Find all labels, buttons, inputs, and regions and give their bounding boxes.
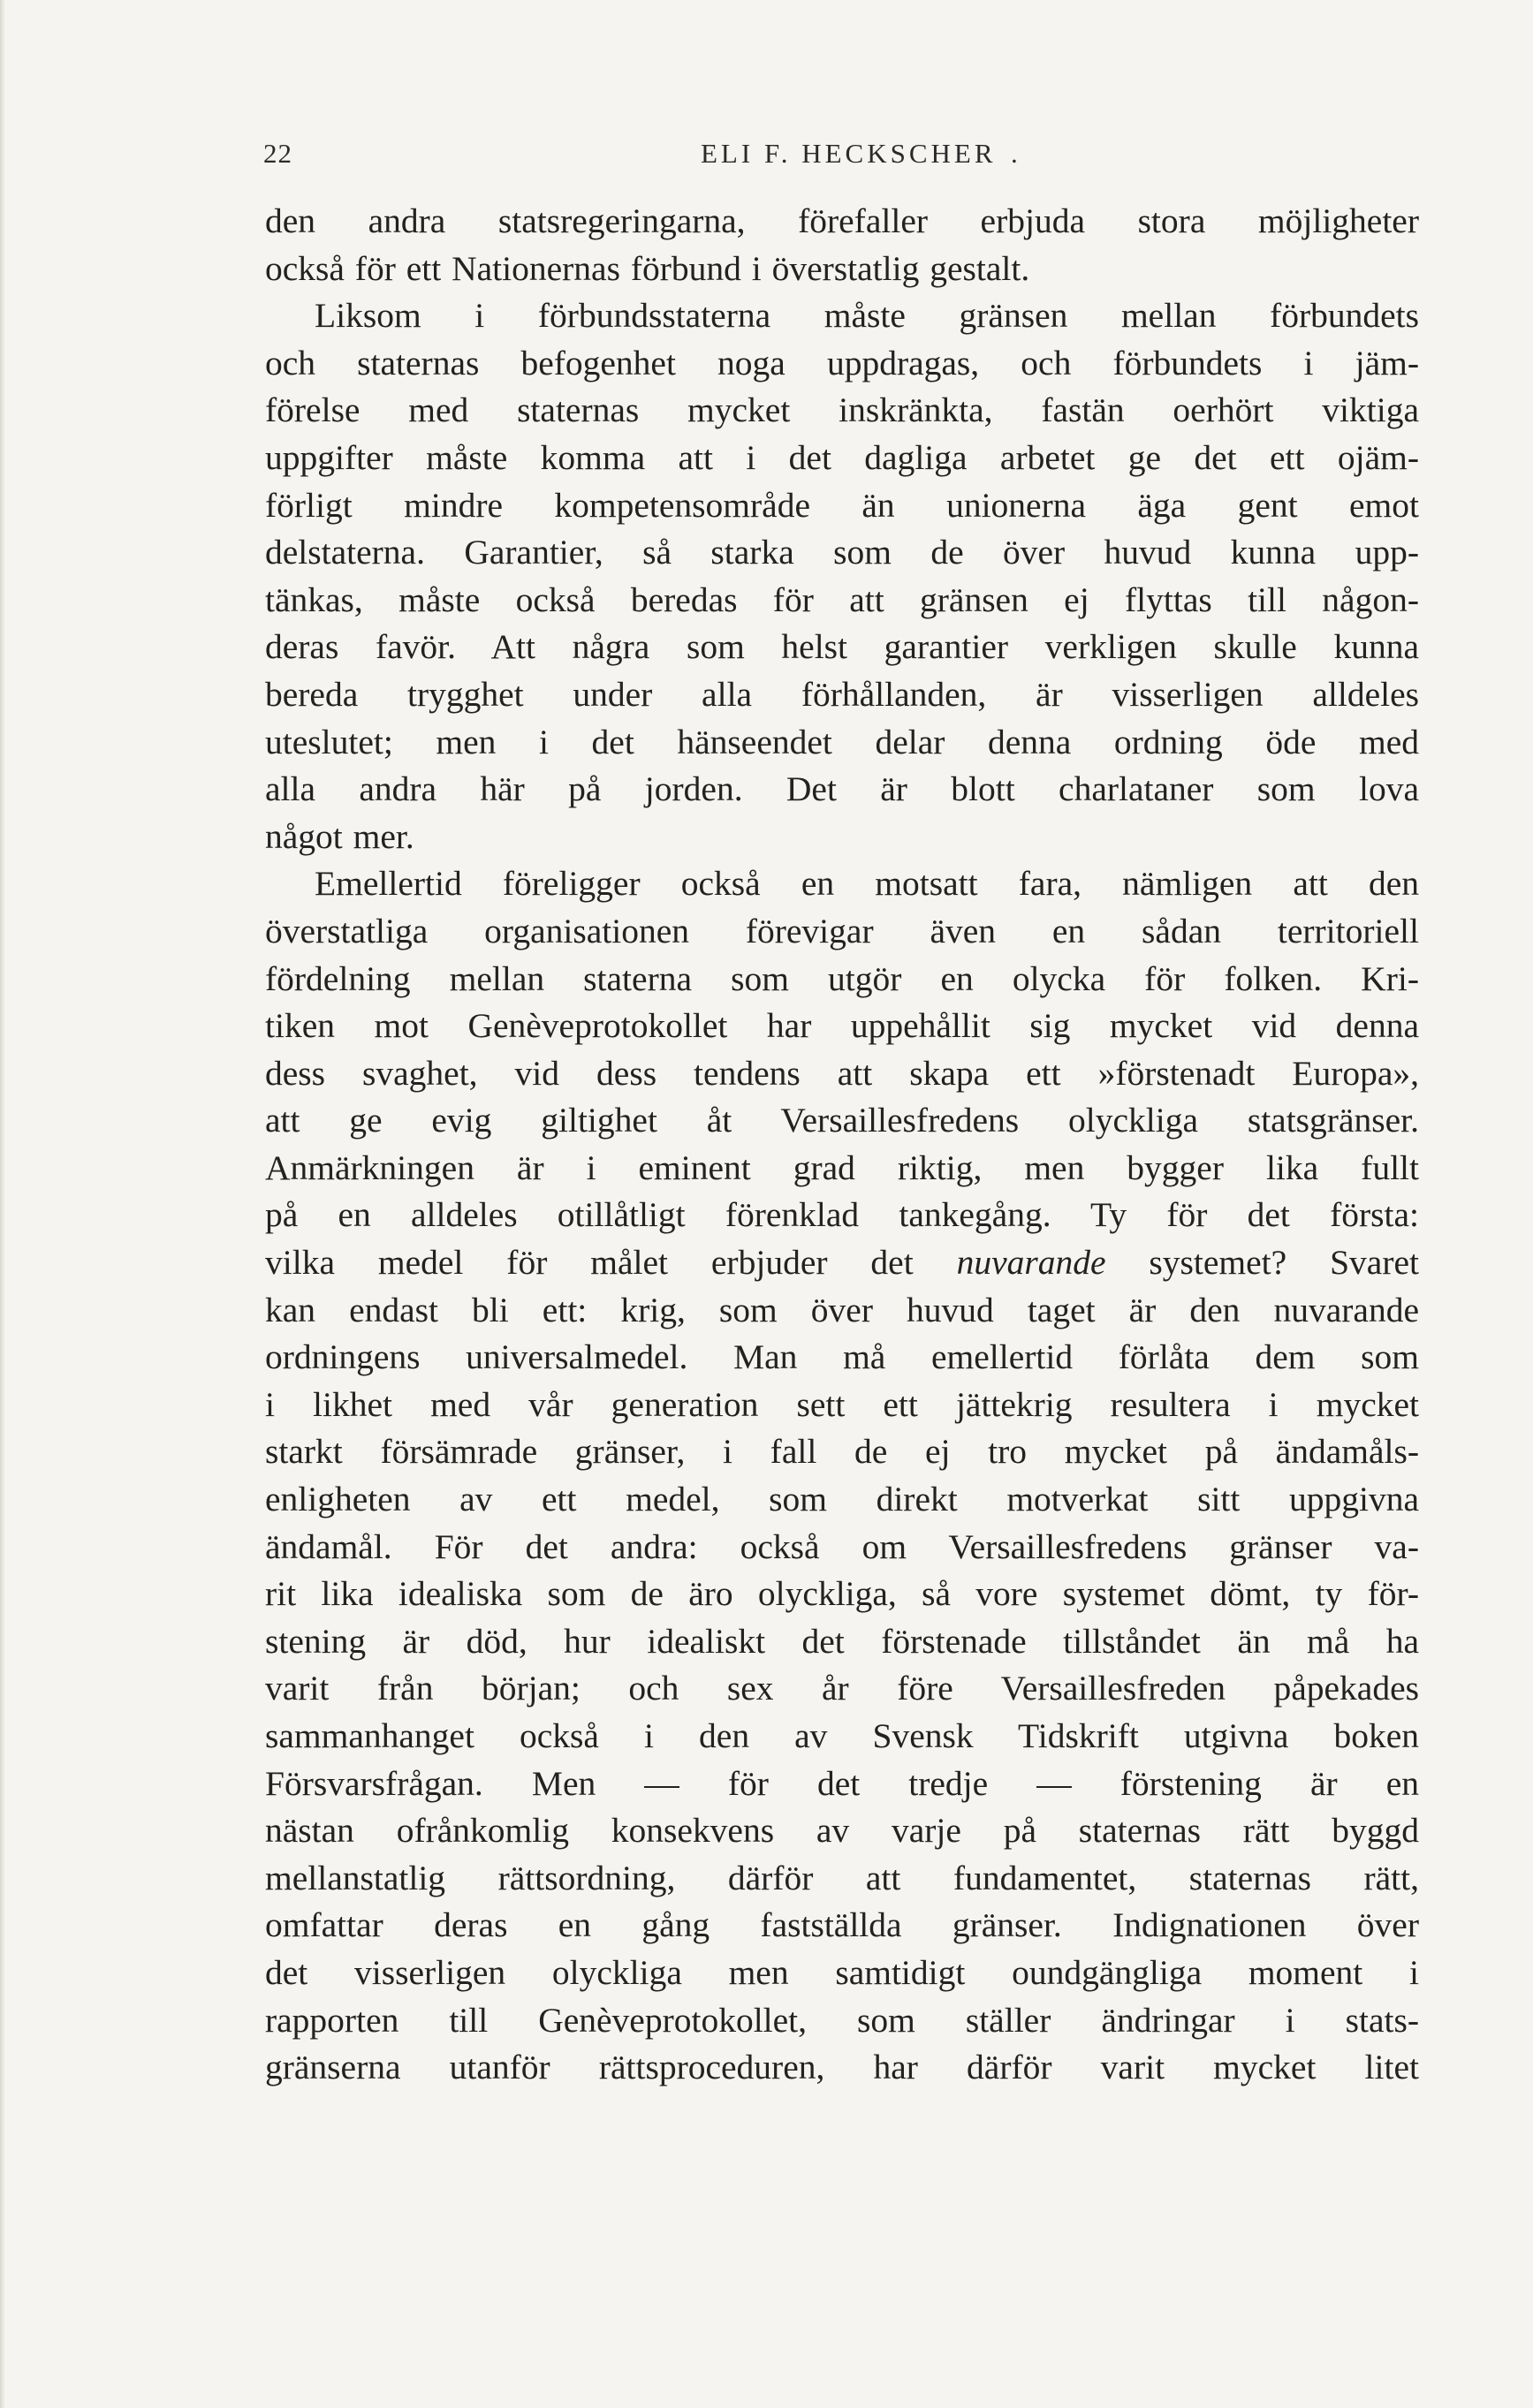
running-head-mark: . <box>1011 138 1018 169</box>
text-line: och staternas befogenhet noga uppdragas, och förbundets i jäm- <box>265 343 1419 382</box>
text-line: förelse med staternas mycket inskränkta, fastän oerhört viktiga <box>265 390 1419 430</box>
text-line: deras favör. Att några som helst garantier verkligen skulle kunna <box>265 627 1419 667</box>
text-segment: vilka medel för målet erbjuder det <box>265 1243 957 1283</box>
text-line: varit från början; och sex år före Versaillesfreden påpekades <box>265 1669 1419 1708</box>
text-line: att ge evig giltighet åt Versaillesfredens olyckliga statsgränser. <box>265 1101 1419 1140</box>
text-line: i likhet med vår generation sett ett jättekrig resultera i mycket <box>265 1384 1419 1424</box>
text-segment: systemet? Svaret <box>1105 1243 1419 1283</box>
text-line: uppgifter måste komma att i det dagliga arbetet ge det ett ojäm- <box>265 437 1419 477</box>
text-line: tiken mot Genèveprotokollet har uppehållit sig mycket vid denna <box>265 1006 1419 1046</box>
text-line: det visserligen olyckliga men samtidigt oundgängliga moment i <box>265 1952 1419 1992</box>
text-line: Försvarsfrågan. Men — för det tredje — förstening är en <box>265 1763 1419 1803</box>
text-line: omfattar deras en gång fastställda gränser. Indignationen över <box>265 1905 1419 1945</box>
text-line: stening är död, hur idealiskt det förstenade tillståndet än må ha <box>265 1621 1419 1661</box>
text-line: på en alldeles otillåtligt förenklad tankegång. Ty för det första: <box>265 1195 1419 1235</box>
page-number: 22 <box>263 138 292 169</box>
text-line: gränserna utanför rättsproceduren, har därför varit mycket litet <box>265 2048 1419 2087</box>
text-line: Liksom i förbundsstaterna måste gränsen mellan förbundets <box>315 296 1419 336</box>
text-line: uteslutet; men i det hänseendet delar denna ordning öde med <box>265 722 1419 761</box>
text-line: nästan ofrånkomlig konsekvens av varje på staternas rätt byggd <box>265 1811 1419 1851</box>
text-line: tänkas, måste också beredas för att gränsen ej flyttas till någon- <box>265 579 1419 619</box>
text-line: alla andra här på jorden. Det är blott charlataner som lova <box>265 769 1419 809</box>
text-line: förligt mindre kompetensområde än unionerna äga gent emot <box>265 485 1419 525</box>
text-line: delstaterna. Garantier, så starka som de över huvud kunna upp- <box>265 533 1419 572</box>
text-line: överstatliga organisationen förevigar även en sådan territoriell <box>265 911 1419 950</box>
body-text <box>265 198 1419 2092</box>
page-gutter-edge <box>0 0 5 2408</box>
text-line: den andra statsregeringarna, förefaller erbjuda stora möjligheter <box>265 201 1419 240</box>
text-line: Anmärkningen är i eminent grad riktig, men bygger lika fullt <box>265 1147 1419 1187</box>
text-line: rit lika idealiska som de äro olyckliga, så vore systemet dömt, ty för- <box>265 1574 1419 1614</box>
text-line: enligheten av ett medel, som direkt motverkat sitt uppgivna <box>265 1480 1419 1519</box>
text-line: något mer. <box>265 816 414 856</box>
text-line <box>265 1239 1419 1287</box>
text-line: sammanhanget också i den av Svensk Tidskrift utgivna boken <box>265 1716 1419 1755</box>
text-line: också för ett Nationernas förbund i överstatlig gestalt. <box>265 248 1030 288</box>
text-line: ordningens universalmedel. Man må emellertid förlåta dem som <box>265 1337 1419 1377</box>
text-line: mellanstatlig rättsordning, därför att fundamentet, staternas rätt, <box>265 1858 1419 1897</box>
text-line: starkt försämrade gränser, i fall de ej tro mycket på ändamåls- <box>265 1432 1419 1472</box>
running-head: ELI F. HECKSCHER <box>701 138 997 169</box>
text-line: fördelning mellan staterna som utgör en olycka för folken. Kri- <box>265 958 1419 998</box>
text-line: Emellertid föreligger också en motsatt fara, nämligen att den <box>315 864 1419 904</box>
text-line: ändamål. För det andra: också om Versaillesfredens gränser va- <box>265 1526 1419 1566</box>
page-header <box>263 138 1403 182</box>
text-line: dess svaghet, vid dess tendens att skapa ett »förstenadt Europa», <box>265 1053 1419 1093</box>
text-line: bereda trygghet under alla förhållanden, är visserligen alldeles <box>265 674 1419 714</box>
italic-emphasis: nuvarande <box>956 1243 1106 1283</box>
text-line: rapporten till Genèveprotokollet, som ställer ändringar i stats- <box>265 2000 1419 2040</box>
text-line: kan endast bli ett: krig, som över huvud taget är den nuvarande <box>265 1290 1419 1329</box>
